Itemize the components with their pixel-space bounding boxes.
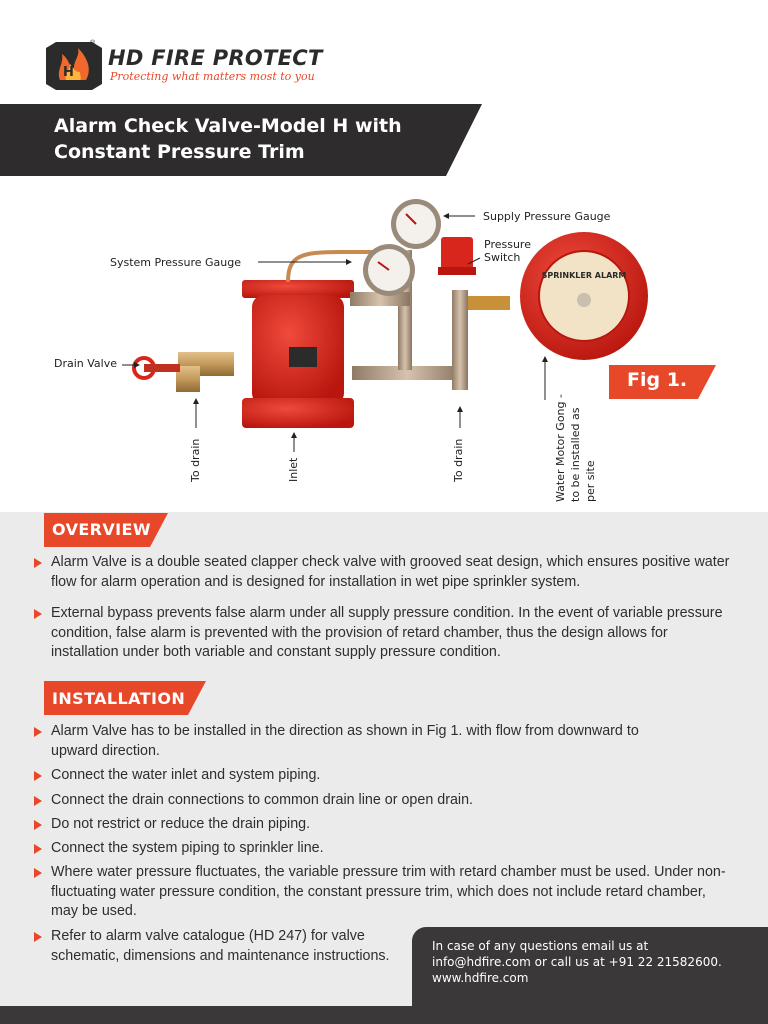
system-pressure-gauge-label: System Pressure Gauge (110, 256, 241, 269)
overview-item: Alarm Valve is a double seated clapper check valve with grooved seat design, which ensures positive water flow for alarm operation and is designed for installation in wet pipe sprinkler system. (34, 553, 734, 592)
bullet-arrow-icon (34, 609, 42, 619)
overview-heading: OVERVIEW (52, 520, 151, 539)
valve-assembly-figure (0, 190, 768, 512)
contact-website: www.hdfire.com (432, 971, 529, 985)
hd-logo-icon (46, 42, 102, 90)
drain-valve-label: Drain Valve (54, 357, 118, 370)
installation-item: Where water pressure fluctuates, the variable pressure trim with retard chamber must be used. Under non-fluctuating water pressure condition, the constant pressure trim, which does not include retard chamber, may be used. (34, 863, 734, 922)
gong-label-line3: per site (584, 460, 597, 502)
installation-item: Alarm Valve has to be installed in the direction as shown in Fig 1. with flow from downward to upward direction. (34, 722, 674, 761)
svg-text:H: H (63, 65, 74, 80)
installation-item: Do not restrict or reduce the drain piping. (34, 815, 734, 835)
inlet-label: Inlet (287, 457, 300, 482)
pressure-switch-line2: Switch (484, 251, 521, 264)
brand-tagline: Protecting what matters most to you (110, 70, 315, 83)
contact-line2: info@hdfire.com or call us at +91 22 21582600. (432, 955, 722, 969)
installation-item: Connect the system piping to sprinkler line. (34, 839, 734, 859)
bullet-arrow-icon (34, 771, 42, 781)
bullet-arrow-icon (34, 727, 42, 737)
gong-label-line1: Water Motor Gong - (554, 394, 567, 502)
registered-mark: ® (90, 40, 96, 47)
contact-line1: In case of any questions email us at (432, 939, 649, 953)
gong-label-line2: to be installed as (569, 407, 582, 502)
bullet-arrow-icon (34, 796, 42, 806)
installation-item: Connect the drain connections to common drain line or open drain. (34, 791, 734, 811)
gong-face-label: SPRINKLER ALARM (541, 271, 627, 280)
to-drain-left-label: To drain (189, 438, 202, 482)
contact-text (432, 938, 752, 986)
page-title-line1: Alarm Check Valve-Model H with (54, 115, 402, 137)
to-drain-right-label: To drain (452, 438, 465, 482)
page-title (54, 113, 474, 165)
pressure-switch-line1: Pressure (484, 238, 531, 251)
page-title-line2: Constant Pressure Trim (54, 141, 305, 163)
bullet-arrow-icon (34, 844, 42, 854)
footer-bar (0, 1006, 412, 1024)
bullet-arrow-icon (34, 820, 42, 830)
overview-item: External bypass prevents false alarm under all supply pressure condition. In the event of variable pressure condition, false alarm is prevented with the provision of retard chamber, thus the design allows for installation under both variable and constant supply pressure condition. (34, 604, 734, 663)
bullet-arrow-icon (34, 558, 42, 568)
bullet-arrow-icon (34, 868, 42, 878)
installation-item: Connect the water inlet and system piping. (34, 766, 734, 786)
brand-name: HD FIRE PROTECT (108, 46, 323, 70)
bullet-arrow-icon (34, 932, 42, 942)
pressure-switch-label (484, 238, 531, 264)
installation-heading: INSTALLATION (52, 689, 186, 708)
supply-pressure-gauge-label: Supply Pressure Gauge (483, 210, 611, 223)
fig-label: Fig 1. (627, 369, 688, 391)
installation-item: Refer to alarm valve catalogue (HD 247) for valve schematic, dimensions and maintenance instructions. (34, 927, 409, 966)
